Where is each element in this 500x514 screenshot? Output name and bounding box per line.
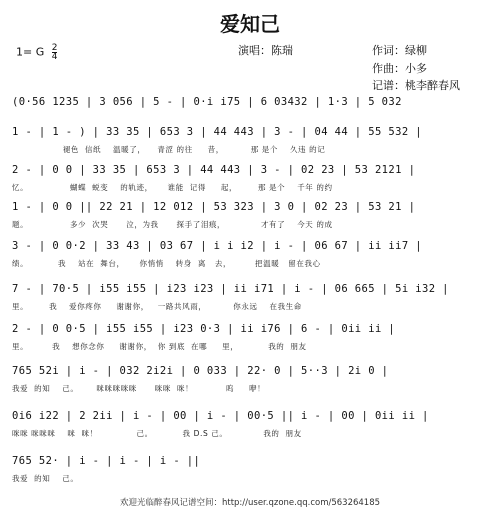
time-signature-bottom: 4 [51, 52, 58, 62]
lyric-line [12, 114, 490, 126]
lyric-line: 忆。 蝴蝶 蜕变 的轨迹， 谁能 记得 起， 那 是个 千年 的约 [12, 183, 333, 192]
key-label: 1= G [16, 45, 45, 59]
lyric-line: 里。 我 想你念你 谢谢你， 你 到底 在哪 里， 我的 朋友 [12, 342, 307, 351]
lyric-line: 我爱 的知 己。 [12, 474, 79, 483]
key-signature [16, 44, 57, 61]
notation-line: 1 - | 0 0 || 22 21 | 12 012 | 53 323 | 3 0 | 02 23 | 53 21 | [12, 201, 416, 213]
song-title: 爱知己 [220, 12, 280, 36]
lyric-line: 我爱 的知 己。 咪咪咪咪咪 咪咪 咪！ 呜 咿！ [12, 384, 266, 393]
transcriber-credit: 记谱：桃李醉春风 [372, 79, 460, 92]
notation-line: 2 - | 0 0·5 | i55 i55 | i23 0·3 | ii i76 | 6 - | 0ii ii | [12, 323, 396, 335]
footer-link-text: 欢迎光临醉春风记谱空间：http://user.qzone.qq.com/563264185 [119, 498, 381, 508]
lyric-line: 褪色 信纸 温暖了， 青涩 的往 昔， 那 是个 久违 的记 [12, 145, 326, 154]
time-signature [52, 44, 58, 61]
lyric-line: 咪咪 咪咪咪 咪 咪！ 己。 我 D.S 己。 我的 朋友 [12, 429, 302, 438]
lyric-line: 绩。 我 站在 舞台， 你悄悄 转身 离 去， 把温暖 留在我心 [12, 259, 321, 268]
notation-line: 765 52· | i - | i - | i - || [12, 455, 201, 467]
singer-credit: 演唱：陈瑞 [238, 44, 293, 57]
notation-line: 0i6 i22 | 2 2ii | i - | 00 | i - | 00·5 || i - | 00 | 0ii ii | [12, 410, 429, 422]
lyric-line: 里。 我 爱你疼你 谢谢你， 一路共风雨， 你永远 在我生命 [12, 302, 302, 311]
notation-line: 1 - | 1 - ) | 33 35 | 653 3 | 44 443 | 3 - | 04 44 | 55 532 | [12, 126, 423, 138]
notation-line: 3 - | 0 0·2 | 33 43 | 03 67 | i i i2 | i - | 06 67 | ii ii7 | [12, 240, 423, 252]
notation-line: (0·56 1235 | 3 056 | 5 - | 0·i i75 | 6 03432 | 1·3 | 5 032 [12, 96, 402, 108]
lyricist-credit: 作词：绿柳 [372, 44, 427, 57]
time-signature-top: 2 [51, 43, 58, 53]
notation-line: 765 52i | i - | 032 2i2i | 0 033 | 22· 0 | 5··3 | 2i 0 | [12, 365, 389, 377]
composer-credit: 作曲：小多 [372, 62, 427, 75]
notation-line: 7 - | 70·5 | i55 i55 | i23 i23 | ii i71 | i - | 06 665 | 5i i32 | [12, 283, 449, 295]
lyric-line: 题。 多少 次哭 泣，为我 探手了泪痕， 才有了 今天 的成 [12, 220, 333, 229]
notation-line: 2 - | 0 0 | 33 35 | 653 3 | 44 443 | 3 - | 02 23 | 53 2121 | [12, 164, 416, 176]
